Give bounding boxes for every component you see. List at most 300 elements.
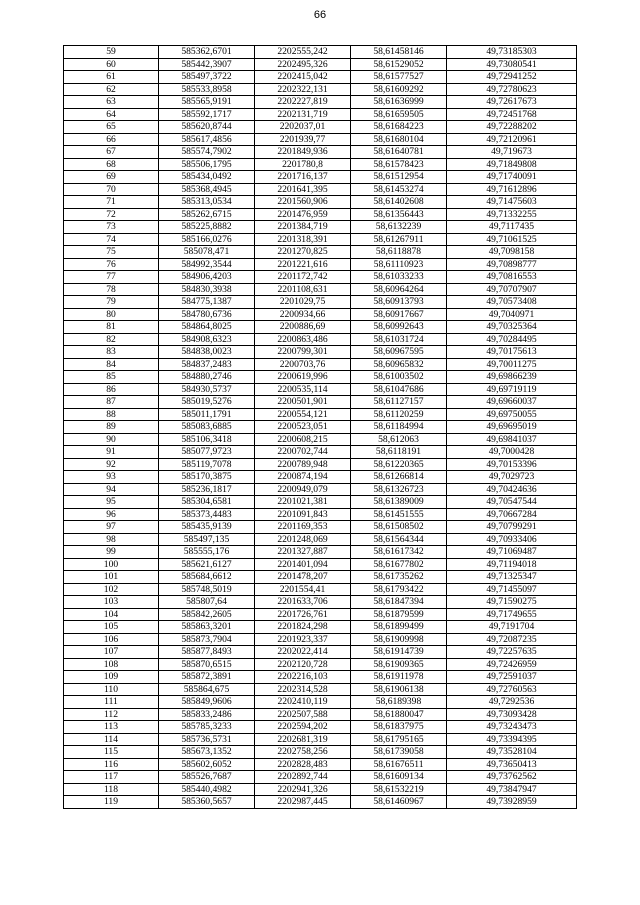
point-number-cell: 116 [64, 758, 159, 771]
y-coordinate-cell: 2201939,77 [255, 133, 351, 146]
x-coordinate-cell: 585533,8958 [159, 83, 255, 96]
table-row [64, 183, 577, 196]
y-coordinate-cell: 2202495,326 [255, 58, 351, 71]
table-row [64, 471, 577, 484]
point-number-cell: 109 [64, 671, 159, 684]
longitude-cell: 49,70707907 [447, 283, 577, 296]
y-coordinate-cell: 2200886,69 [255, 321, 351, 334]
y-coordinate-cell: 2201726,761 [255, 608, 351, 621]
latitude-cell: 58,61880047 [351, 708, 447, 721]
longitude-cell: 49,73243473 [447, 721, 577, 734]
point-number-cell: 93 [64, 471, 159, 484]
y-coordinate-cell: 2202681,319 [255, 733, 351, 746]
table-row [64, 571, 577, 584]
table-row [64, 208, 577, 221]
table-row [64, 521, 577, 534]
longitude-cell: 49,71475603 [447, 196, 577, 209]
y-coordinate-cell: 2200535,114 [255, 383, 351, 396]
table-row [64, 658, 577, 671]
table-row [64, 196, 577, 209]
point-number-cell: 63 [64, 96, 159, 109]
point-number-cell: 97 [64, 521, 159, 534]
table-row [64, 296, 577, 309]
y-coordinate-cell: 2202507,588 [255, 708, 351, 721]
x-coordinate-cell: 585373,4483 [159, 508, 255, 521]
longitude-cell: 49,70898777 [447, 258, 577, 271]
latitude-cell: 58,61909365 [351, 658, 447, 671]
point-number-cell: 60 [64, 58, 159, 71]
y-coordinate-cell: 2202131,719 [255, 108, 351, 121]
y-coordinate-cell: 2200702,744 [255, 446, 351, 459]
longitude-cell: 49,72760563 [447, 683, 577, 696]
longitude-cell: 49,7098158 [447, 246, 577, 259]
y-coordinate-cell: 2201318,391 [255, 233, 351, 246]
x-coordinate-cell: 585872,3891 [159, 671, 255, 684]
table-row [64, 158, 577, 171]
longitude-cell: 49,7000428 [447, 446, 577, 459]
point-number-cell: 91 [64, 446, 159, 459]
latitude-cell: 58,61003502 [351, 371, 447, 384]
point-number-cell: 71 [64, 196, 159, 209]
x-coordinate-cell: 584908,6323 [159, 333, 255, 346]
point-number-cell: 114 [64, 733, 159, 746]
y-coordinate-cell: 2201824,298 [255, 621, 351, 634]
x-coordinate-cell: 585106,3418 [159, 433, 255, 446]
point-number-cell: 66 [64, 133, 159, 146]
longitude-cell: 49,70547544 [447, 496, 577, 509]
table-row [64, 371, 577, 384]
point-number-cell: 74 [64, 233, 159, 246]
point-number-cell: 90 [64, 433, 159, 446]
latitude-cell: 58,61033233 [351, 271, 447, 284]
longitude-cell: 49,70667284 [447, 508, 577, 521]
longitude-cell: 49,70799291 [447, 521, 577, 534]
y-coordinate-cell: 2202892,744 [255, 771, 351, 784]
x-coordinate-cell: 584838,0023 [159, 346, 255, 359]
x-coordinate-cell: 585526,7687 [159, 771, 255, 784]
table-row [64, 321, 577, 334]
longitude-cell: 49,71069487 [447, 546, 577, 559]
y-coordinate-cell: 2202022,414 [255, 646, 351, 659]
latitude-cell: 58,61684223 [351, 121, 447, 134]
y-coordinate-cell: 2200863,486 [255, 333, 351, 346]
point-number-cell: 88 [64, 408, 159, 421]
table-row [64, 258, 577, 271]
point-number-cell: 110 [64, 683, 159, 696]
x-coordinate-cell: 585077,9723 [159, 446, 255, 459]
table-row [64, 646, 577, 659]
x-coordinate-cell: 585304,6581 [159, 496, 255, 509]
y-coordinate-cell: 2201169,353 [255, 521, 351, 534]
latitude-cell: 58,61127157 [351, 396, 447, 409]
longitude-cell: 49,69660037 [447, 396, 577, 409]
x-coordinate-cell: 585435,9139 [159, 521, 255, 534]
latitude-cell: 58,61458146 [351, 46, 447, 59]
latitude-cell: 58,61031724 [351, 333, 447, 346]
point-number-cell: 68 [64, 158, 159, 171]
y-coordinate-cell: 2201633,706 [255, 596, 351, 609]
longitude-cell: 49,72288202 [447, 121, 577, 134]
point-number-cell: 84 [64, 358, 159, 371]
y-coordinate-cell: 2201384,719 [255, 221, 351, 234]
longitude-cell: 49,72591037 [447, 671, 577, 684]
point-number-cell: 64 [64, 108, 159, 121]
y-coordinate-cell: 2201478,207 [255, 571, 351, 584]
table-row [64, 308, 577, 321]
longitude-cell: 49,72617673 [447, 96, 577, 109]
x-coordinate-cell: 585877,8493 [159, 646, 255, 659]
latitude-cell: 58,61326723 [351, 483, 447, 496]
table-row [64, 246, 577, 259]
table-row [64, 146, 577, 159]
latitude-cell: 58,61184994 [351, 421, 447, 434]
point-number-cell: 117 [64, 771, 159, 784]
table-row [64, 446, 577, 459]
table-row [64, 558, 577, 571]
x-coordinate-cell: 585083,6885 [159, 421, 255, 434]
latitude-cell: 58,61677802 [351, 558, 447, 571]
y-coordinate-cell: 2201221,616 [255, 258, 351, 271]
latitude-cell: 58,61906138 [351, 683, 447, 696]
latitude-cell: 58,612063 [351, 433, 447, 446]
latitude-cell: 58,61735262 [351, 571, 447, 584]
latitude-cell: 58,61793422 [351, 583, 447, 596]
x-coordinate-cell: 585440,4982 [159, 783, 255, 796]
point-number-cell: 105 [64, 621, 159, 634]
x-coordinate-cell: 585236,1817 [159, 483, 255, 496]
x-coordinate-cell: 585360,5657 [159, 796, 255, 809]
x-coordinate-cell: 585262,6715 [159, 208, 255, 221]
point-number-cell: 81 [64, 321, 159, 334]
point-number-cell: 69 [64, 171, 159, 184]
x-coordinate-cell: 585434,0492 [159, 171, 255, 184]
latitude-cell: 58,61911978 [351, 671, 447, 684]
table-row [64, 358, 577, 371]
longitude-cell: 49,71455097 [447, 583, 577, 596]
table-row [64, 746, 577, 759]
y-coordinate-cell: 2201476,959 [255, 208, 351, 221]
point-number-cell: 72 [64, 208, 159, 221]
longitude-cell: 49,7191704 [447, 621, 577, 634]
x-coordinate-cell: 585617,4856 [159, 133, 255, 146]
table-row [64, 796, 577, 809]
x-coordinate-cell: 584880,2746 [159, 371, 255, 384]
longitude-cell: 49,72120961 [447, 133, 577, 146]
x-coordinate-cell: 585621,6127 [159, 558, 255, 571]
point-number-cell: 102 [64, 583, 159, 596]
point-number-cell: 119 [64, 796, 159, 809]
x-coordinate-cell: 584837,2483 [159, 358, 255, 371]
longitude-cell: 49,72426959 [447, 658, 577, 671]
table-row [64, 396, 577, 409]
table-row [64, 696, 577, 709]
table-row [64, 346, 577, 359]
longitude-cell: 49,69841037 [447, 433, 577, 446]
latitude-cell: 58,61837975 [351, 721, 447, 734]
x-coordinate-cell: 585497,135 [159, 533, 255, 546]
longitude-cell: 49,70816553 [447, 271, 577, 284]
longitude-cell: 49,70011275 [447, 358, 577, 371]
y-coordinate-cell: 2200874,194 [255, 471, 351, 484]
longitude-cell: 49,71332255 [447, 208, 577, 221]
latitude-cell: 58,61680104 [351, 133, 447, 146]
x-coordinate-cell: 585166,0276 [159, 233, 255, 246]
y-coordinate-cell: 2202314,528 [255, 683, 351, 696]
longitude-cell: 49,69750055 [447, 408, 577, 421]
y-coordinate-cell: 2202415,042 [255, 71, 351, 84]
latitude-cell: 58,61659505 [351, 108, 447, 121]
latitude-cell: 58,61047686 [351, 383, 447, 396]
y-coordinate-cell: 2202555,242 [255, 46, 351, 59]
point-number-cell: 87 [64, 396, 159, 409]
y-coordinate-cell: 2202594,202 [255, 721, 351, 734]
point-number-cell: 98 [64, 533, 159, 546]
y-coordinate-cell: 2202216,103 [255, 671, 351, 684]
longitude-cell: 49,73928959 [447, 796, 577, 809]
table-row [64, 483, 577, 496]
point-number-cell: 89 [64, 421, 159, 434]
x-coordinate-cell: 585864,675 [159, 683, 255, 696]
latitude-cell: 58,61795165 [351, 733, 447, 746]
point-number-cell: 86 [64, 383, 159, 396]
longitude-cell: 49,71590275 [447, 596, 577, 609]
x-coordinate-cell: 585748,5019 [159, 583, 255, 596]
table-row [64, 108, 577, 121]
y-coordinate-cell: 2201327,887 [255, 546, 351, 559]
y-coordinate-cell: 2200703,76 [255, 358, 351, 371]
point-number-cell: 96 [64, 508, 159, 521]
longitude-cell: 49,7029723 [447, 471, 577, 484]
y-coordinate-cell: 2200789,948 [255, 458, 351, 471]
latitude-cell: 58,61909998 [351, 633, 447, 646]
y-coordinate-cell: 2200554,121 [255, 408, 351, 421]
x-coordinate-cell: 585313,0534 [159, 196, 255, 209]
longitude-cell: 49,71849808 [447, 158, 577, 171]
longitude-cell: 49,69695019 [447, 421, 577, 434]
longitude-cell: 49,72087235 [447, 633, 577, 646]
longitude-cell: 49,70325364 [447, 321, 577, 334]
point-number-cell: 79 [64, 296, 159, 309]
point-number-cell: 94 [64, 483, 159, 496]
latitude-cell: 58,61266814 [351, 471, 447, 484]
latitude-cell: 58,61564344 [351, 533, 447, 546]
x-coordinate-cell: 585807,64 [159, 596, 255, 609]
x-coordinate-cell: 584864,8025 [159, 321, 255, 334]
longitude-cell: 49,71061525 [447, 233, 577, 246]
x-coordinate-cell: 585555,176 [159, 546, 255, 559]
latitude-cell: 58,61529052 [351, 58, 447, 71]
latitude-cell: 58,61532219 [351, 783, 447, 796]
y-coordinate-cell: 2202037,01 [255, 121, 351, 134]
table-row [64, 383, 577, 396]
point-number-cell: 113 [64, 721, 159, 734]
longitude-cell: 49,73762562 [447, 771, 577, 784]
longitude-cell: 49,719673 [447, 146, 577, 159]
longitude-cell: 49,7040971 [447, 308, 577, 321]
y-coordinate-cell: 2200949,079 [255, 483, 351, 496]
point-number-cell: 76 [64, 258, 159, 271]
table-row [64, 458, 577, 471]
latitude-cell: 58,61451555 [351, 508, 447, 521]
latitude-cell: 58,60967595 [351, 346, 447, 359]
x-coordinate-cell: 585602,6052 [159, 758, 255, 771]
latitude-cell: 58,61899499 [351, 621, 447, 634]
x-coordinate-cell: 585673,1352 [159, 746, 255, 759]
point-number-cell: 62 [64, 83, 159, 96]
longitude-cell: 49,71194018 [447, 558, 577, 571]
table-row [64, 333, 577, 346]
y-coordinate-cell: 2201560,906 [255, 196, 351, 209]
y-coordinate-cell: 2200619,996 [255, 371, 351, 384]
point-number-cell: 118 [64, 783, 159, 796]
point-number-cell: 95 [64, 496, 159, 509]
x-coordinate-cell: 585362,6701 [159, 46, 255, 59]
x-coordinate-cell: 585368,4945 [159, 183, 255, 196]
table-row [64, 96, 577, 109]
longitude-cell: 49,71612896 [447, 183, 577, 196]
table-row [64, 721, 577, 734]
longitude-cell: 49,73528104 [447, 746, 577, 759]
longitude-cell: 49,70933406 [447, 533, 577, 546]
longitude-cell: 49,70424636 [447, 483, 577, 496]
coordinates-table [63, 45, 577, 809]
longitude-cell: 49,70284495 [447, 333, 577, 346]
latitude-cell: 58,6132239 [351, 221, 447, 234]
point-number-cell: 65 [64, 121, 159, 134]
point-number-cell: 107 [64, 646, 159, 659]
y-coordinate-cell: 2202322,131 [255, 83, 351, 96]
latitude-cell: 58,61120259 [351, 408, 447, 421]
y-coordinate-cell: 2201172,742 [255, 271, 351, 284]
table-row [64, 771, 577, 784]
y-coordinate-cell: 2201270,825 [255, 246, 351, 259]
latitude-cell: 58,61389009 [351, 496, 447, 509]
latitude-cell: 58,61640781 [351, 146, 447, 159]
table-row [64, 83, 577, 96]
point-number-cell: 61 [64, 71, 159, 84]
y-coordinate-cell: 2202410,119 [255, 696, 351, 709]
latitude-cell: 58,60992643 [351, 321, 447, 334]
x-coordinate-cell: 584992,3544 [159, 258, 255, 271]
x-coordinate-cell: 585736,5731 [159, 733, 255, 746]
latitude-cell: 58,61577527 [351, 71, 447, 84]
point-number-cell: 100 [64, 558, 159, 571]
table-row [64, 533, 577, 546]
longitude-cell: 49,73185303 [447, 46, 577, 59]
longitude-cell: 49,72780623 [447, 83, 577, 96]
x-coordinate-cell: 585592,1717 [159, 108, 255, 121]
x-coordinate-cell: 585870,6515 [159, 658, 255, 671]
point-number-cell: 73 [64, 221, 159, 234]
latitude-cell: 58,61676511 [351, 758, 447, 771]
longitude-cell: 49,70175613 [447, 346, 577, 359]
table-row [64, 508, 577, 521]
x-coordinate-cell: 585019,5276 [159, 396, 255, 409]
table-row [64, 171, 577, 184]
x-coordinate-cell: 585078,471 [159, 246, 255, 259]
longitude-cell: 49,73650413 [447, 758, 577, 771]
latitude-cell: 58,61220365 [351, 458, 447, 471]
y-coordinate-cell: 2201091,843 [255, 508, 351, 521]
y-coordinate-cell: 2200608,215 [255, 433, 351, 446]
latitude-cell: 58,61617342 [351, 546, 447, 559]
longitude-cell: 49,7117435 [447, 221, 577, 234]
coordinates-table-body [64, 46, 577, 809]
table-row [64, 496, 577, 509]
x-coordinate-cell: 585842,2605 [159, 608, 255, 621]
y-coordinate-cell: 2201029,75 [255, 296, 351, 309]
latitude-cell: 58,61453274 [351, 183, 447, 196]
table-row [64, 671, 577, 684]
table-row [64, 271, 577, 284]
x-coordinate-cell: 585442,3907 [159, 58, 255, 71]
table-row [64, 58, 577, 71]
latitude-cell: 58,60965832 [351, 358, 447, 371]
table-row [64, 546, 577, 559]
y-coordinate-cell: 2201780,8 [255, 158, 351, 171]
table-row [64, 71, 577, 84]
table-row [64, 583, 577, 596]
y-coordinate-cell: 2201108,631 [255, 283, 351, 296]
latitude-cell: 58,6189398 [351, 696, 447, 709]
point-number-cell: 78 [64, 283, 159, 296]
x-coordinate-cell: 585873,7904 [159, 633, 255, 646]
latitude-cell: 58,6118191 [351, 446, 447, 459]
table-row [64, 433, 577, 446]
x-coordinate-cell: 585011,1791 [159, 408, 255, 421]
point-number-cell: 70 [64, 183, 159, 196]
table-row [64, 221, 577, 234]
longitude-cell: 49,70153396 [447, 458, 577, 471]
y-coordinate-cell: 2201554,41 [255, 583, 351, 596]
y-coordinate-cell: 2202828,483 [255, 758, 351, 771]
y-coordinate-cell: 2202227,819 [255, 96, 351, 109]
x-coordinate-cell: 585833,2486 [159, 708, 255, 721]
y-coordinate-cell: 2202987,445 [255, 796, 351, 809]
table-row [64, 633, 577, 646]
point-number-cell: 85 [64, 371, 159, 384]
table-row [64, 233, 577, 246]
point-number-cell: 108 [64, 658, 159, 671]
latitude-cell: 58,61609292 [351, 83, 447, 96]
latitude-cell: 58,61636999 [351, 96, 447, 109]
table-row [64, 283, 577, 296]
longitude-cell: 49,72941252 [447, 71, 577, 84]
table-row [64, 608, 577, 621]
table-row [64, 596, 577, 609]
point-number-cell: 106 [64, 633, 159, 646]
x-coordinate-cell: 584775,1387 [159, 296, 255, 309]
point-number-cell: 115 [64, 746, 159, 759]
table-row [64, 683, 577, 696]
table-row [64, 733, 577, 746]
point-number-cell: 92 [64, 458, 159, 471]
y-coordinate-cell: 2201401,094 [255, 558, 351, 571]
x-coordinate-cell: 585849,9606 [159, 696, 255, 709]
y-coordinate-cell: 2200501,901 [255, 396, 351, 409]
x-coordinate-cell: 585574,7902 [159, 146, 255, 159]
point-number-cell: 103 [64, 596, 159, 609]
x-coordinate-cell: 584930,5737 [159, 383, 255, 396]
x-coordinate-cell: 585119,7078 [159, 458, 255, 471]
latitude-cell: 58,61267911 [351, 233, 447, 246]
point-number-cell: 77 [64, 271, 159, 284]
latitude-cell: 58,61879599 [351, 608, 447, 621]
latitude-cell: 58,60913793 [351, 296, 447, 309]
longitude-cell: 49,72451768 [447, 108, 577, 121]
longitude-cell: 49,69866239 [447, 371, 577, 384]
point-number-cell: 101 [64, 571, 159, 584]
